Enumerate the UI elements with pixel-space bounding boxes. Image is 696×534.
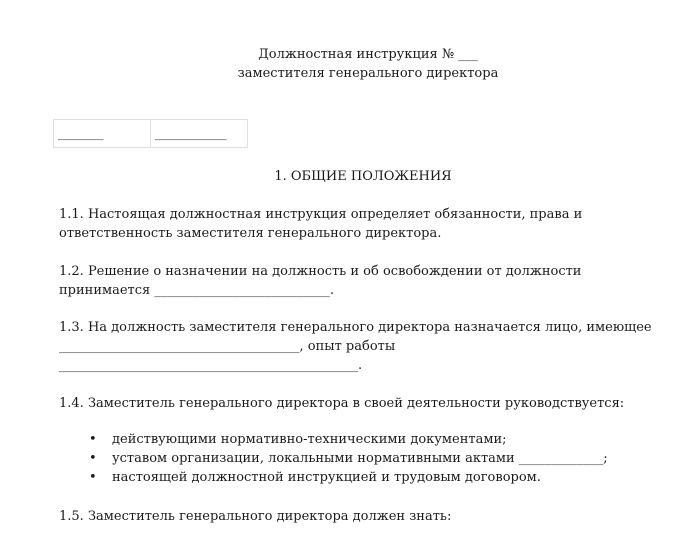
title-line-2: заместителя генерального директора (237, 66, 499, 81)
paragraph-1-4 (59, 394, 659, 413)
list-item-text: уставом организации, локальными нормативными актами _____________; (112, 451, 608, 466)
list-item (89, 468, 608, 487)
paragraph-line: принимается ___________________________. (59, 283, 334, 298)
bullet-list (89, 430, 608, 487)
title-line-1: Должностная инструкция № ___ (258, 47, 478, 62)
paragraph-1-2 (59, 262, 659, 300)
list-item-text: настоящей должностной инструкцией и трудовым договором. (112, 470, 541, 485)
paragraph-1-3 (59, 318, 659, 375)
paragraph-line: 1.3. На должность заместителя генерального директора назначается лицо, имеющее (59, 320, 652, 335)
paragraph-line: _____________________________________, опыт работы (59, 339, 396, 354)
paragraph-line: ______________________________________________. (59, 358, 363, 373)
approval-cell-2: ___________ (151, 120, 248, 148)
list-item-text: действующими нормативно-техническими документами; (112, 432, 507, 447)
paragraph-line: 1.1. Настоящая должностная инструкция определяет обязанности, права и (59, 207, 583, 222)
bullet-icon: • (89, 432, 97, 447)
paragraph-line: 1.4. Заместитель генерального директора в своей деятельности руководствуется: (59, 396, 625, 411)
paragraph-1-5 (59, 507, 659, 526)
approval-row (54, 120, 248, 148)
bullet-icon: • (89, 470, 97, 485)
list-item (89, 430, 608, 449)
document-title (0, 45, 696, 83)
paragraph-line: 1.5. Заместитель генерального директора должен знать: (59, 509, 452, 524)
bullet-icon: • (89, 451, 97, 466)
paragraph-line: 1.2. Решение о назначении на должность и об освобождении от должности (59, 264, 582, 279)
paragraph-line: ответственность заместителя генерального директора. (59, 226, 442, 241)
approval-table (53, 119, 248, 148)
paragraph-1-1 (59, 205, 659, 243)
approval-cell-1: _______ (54, 120, 151, 148)
section-title: 1. ОБЩИЕ ПОЛОЖЕНИЯ (274, 169, 452, 184)
list-item (89, 449, 608, 468)
